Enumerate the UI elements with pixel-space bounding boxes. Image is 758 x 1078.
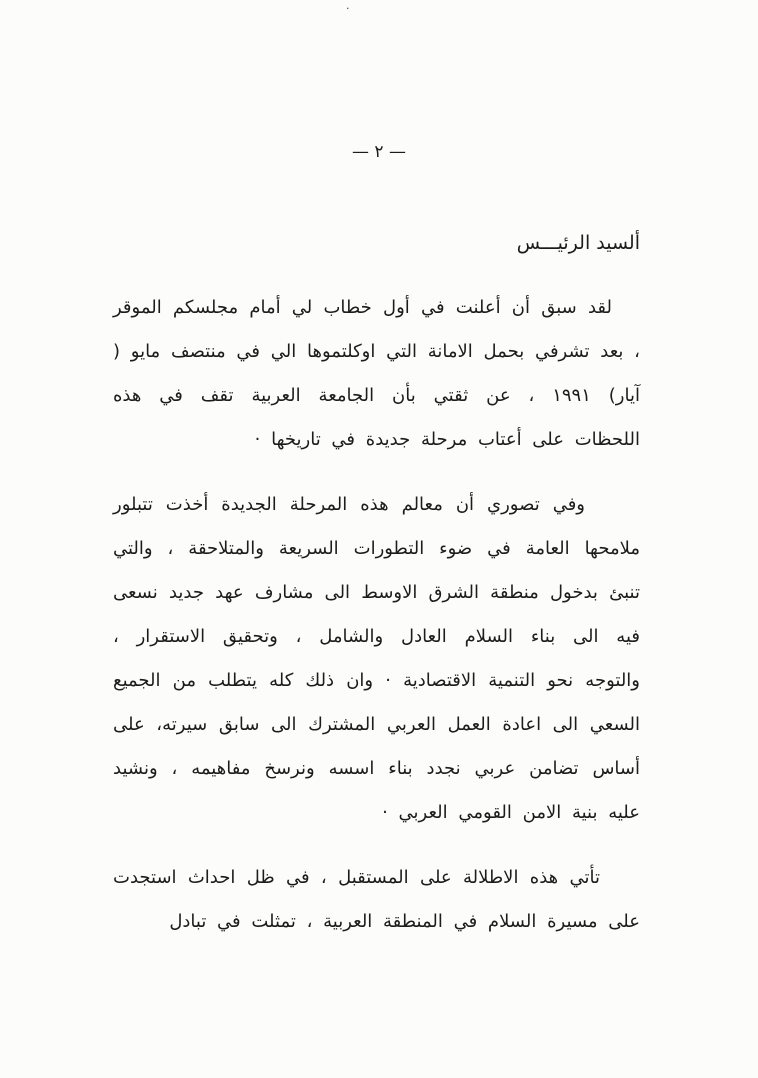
- paragraph-1: لقد سبق أن أعلنت في أول خطاب لي أمام مجلسكم الموقر ، بعد تشرفي بحمل الامانة التي اوكلتموها الي في منتصف مايو ( آيار) ١٩٩١ ، عن ثقتي بأن الجامعة العربية تقف في هذه اللحظات على أعتاب مرحلة جديدة في تاريخها ·: [113, 297, 640, 450]
- page-number: — ٢ —: [352, 142, 406, 162]
- document-heading: ألسيد الرئيـــس: [516, 232, 640, 254]
- scan-speck: ·: [346, 2, 350, 15]
- paragraph-3: تأتي هذه الاطلالة على المستقبل ، في ظل احداث استجدت على مسيرة السلام في المنطقة العربية ، تمثلت في تبادل: [113, 867, 640, 932]
- paragraph-2: وفي تصوري أن معالم هذه المرحلة الجديدة أخذت تتبلور ملامحها العامة في ضوء التطورات السريعة والمتلاحقة ، والتي تنبئ بدخول منطقة الشرق الاوسط الى مشارف عهد جديد نسعى فيه الى بناء السلام العادل والشامل ، وتحقيق الاستقرار ، والتوجه نحو التنمية الاقتصادية · وان ذلك كله يتطلب من الجميع السعي الى اعادة العمل العربي المشترك الى سابق سيرته، على أساس تضامن عربي نجدد بناء اسسه ونرسخ مفاهيمه ، ونشيد عليه بنية الامن القومي العربي ·: [113, 494, 640, 823]
- document-body: [113, 230, 640, 965]
